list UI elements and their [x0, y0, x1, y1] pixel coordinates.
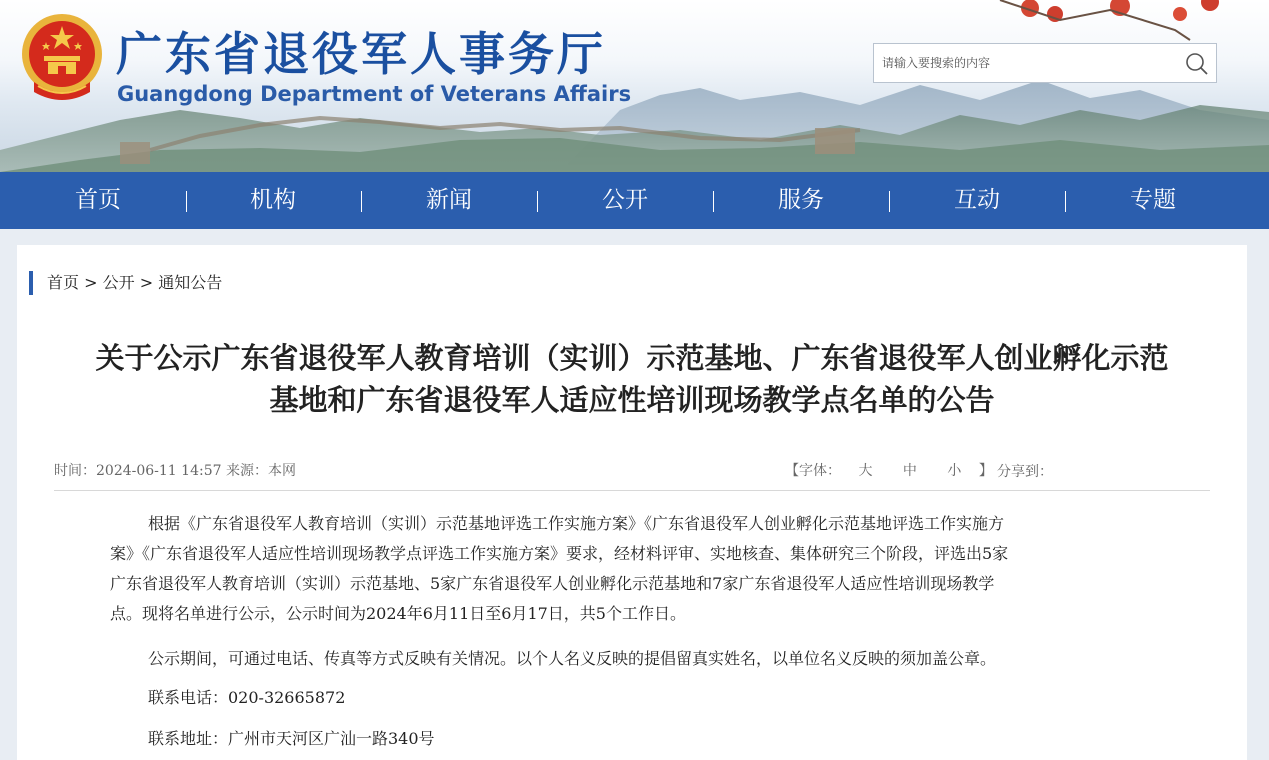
font-size-medium-button[interactable]: 中: [902, 463, 917, 479]
contact-phone: 联系电话：020-32665872: [148, 688, 346, 707]
font-size-label: 【字体：: [785, 463, 841, 479]
nav-separator: [537, 191, 538, 212]
search-box: [873, 43, 1217, 83]
site-header: [0, 0, 1269, 172]
nav-item-public[interactable]: 公开: [602, 187, 648, 213]
nav-separator: [361, 191, 362, 212]
body-line: 点。现将名单进行公示，公示时间为2024年6月11日至6月17日，共5个工作日。: [110, 604, 686, 623]
national-emblem-icon: [20, 12, 104, 104]
article-body-paragraph: [110, 509, 1170, 629]
nav-separator: [889, 191, 890, 212]
article-title-line-2: 基地和广东省退役军人适应性培训现场教学点名单的公告: [269, 383, 995, 417]
nav-separator: [1065, 191, 1066, 212]
breadcrumb-public[interactable]: 公开: [102, 273, 135, 292]
breadcrumb-separator: >: [139, 273, 154, 292]
body-line: 案》《广东省退役军人适应性培训现场教学点评选工作实施方案》要求，经材料评审、实地核查、集体研究三个阶段，评选出5家: [110, 544, 1009, 563]
body-line: 根据《广东省退役军人教育培训（实训）示范基地评选工作实施方案》《广东省退役军人创业孵化示范基地评选工作实施方: [148, 514, 1005, 533]
contact-address: 联系地址：广州市天河区广汕一路340号: [148, 729, 435, 748]
nav-item-organization[interactable]: 机构: [250, 187, 296, 213]
breadcrumb-separator: >: [84, 273, 98, 292]
nav-item-interaction[interactable]: 互动: [954, 187, 1000, 213]
divider: [54, 490, 1210, 491]
nav-separator: [186, 191, 187, 212]
font-size-small-button[interactable]: 小: [947, 463, 962, 479]
font-size-large-button[interactable]: 大: [858, 463, 873, 479]
site-title: 广东省退役军人事务厅: [116, 27, 606, 81]
nav-item-home[interactable]: 首页: [75, 187, 121, 213]
article-notice: 公示期间，可通过电话、传真等方式反映有关情况。以个人名义反映的提倡留真实姓名，以单位名义反映的须加盖公章。: [148, 649, 997, 668]
article-meta: 时间：2024-06-11 14:57 来源：本网: [54, 463, 296, 479]
nav-item-topics[interactable]: 专题: [1130, 187, 1176, 213]
body-line: 广东省退役军人教育培训（实训）示范基地、5家广东省退役军人创业孵化示范基地和7家广东省退役军人适应性培训现场教学: [110, 574, 995, 593]
nav-item-news[interactable]: 新闻: [426, 187, 472, 213]
search-icon[interactable]: [1184, 51, 1210, 77]
site-subtitle: Guangdong Department of Veterans Affairs: [117, 82, 632, 106]
breadcrumb: [29, 271, 222, 295]
breadcrumb-notices[interactable]: 通知公告: [158, 273, 223, 292]
article-title-line-1: 关于公示广东省退役军人教育培训（实训）示范基地、广东省退役军人创业孵化示范: [95, 341, 1169, 375]
share-label: 分享到：: [997, 464, 1053, 480]
main-nav: [0, 172, 1269, 229]
breadcrumb-home[interactable]: 首页: [47, 273, 80, 292]
nav-item-services[interactable]: 服务: [778, 187, 824, 213]
font-size-control: [785, 460, 993, 480]
article-card: [17, 245, 1247, 760]
font-size-bracket: 】: [978, 463, 993, 479]
nav-separator: [713, 191, 714, 212]
search-input[interactable]: [874, 44, 1164, 82]
